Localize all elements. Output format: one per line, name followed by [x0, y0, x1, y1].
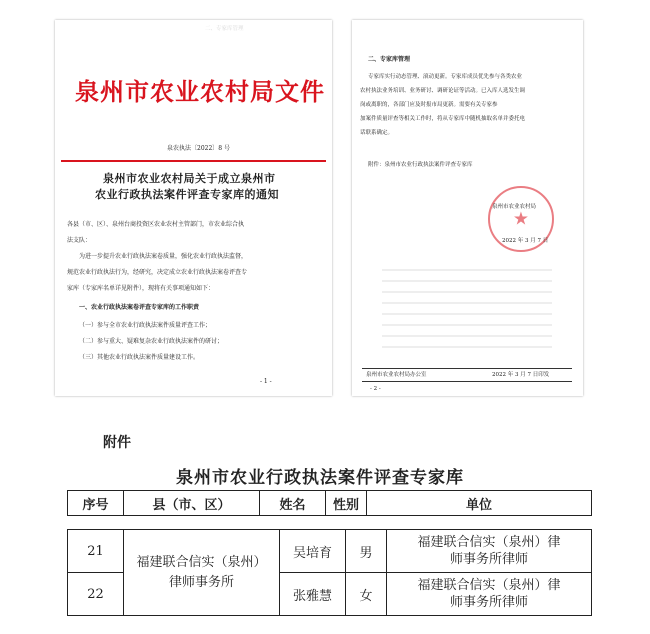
- addressee-line-2: 法支队：: [67, 237, 92, 244]
- management-para-line-2: 农村执法业务培训、业务研讨、调研论证等活动。已入库人选发生调: [360, 88, 526, 94]
- duty-item-3: （三）其他农业行政执法案件质量建设工作。: [79, 354, 200, 361]
- signing-date: 2022 年 3 月 7 日: [502, 238, 549, 244]
- row-unit: 福建联合信实（泉州）律师事务所律师: [387, 573, 592, 616]
- col-header-unit: 单位: [367, 491, 592, 516]
- management-para-line-1: 专家库实行动态管理、滚动更新。专家库成员优先参与各类农业: [368, 74, 523, 80]
- official-seal: ★: [488, 186, 554, 252]
- management-para-line-5: 话联系确定。: [360, 130, 394, 136]
- footer-rule-bottom: [362, 381, 572, 382]
- body-line-2: 规范农业行政执法行为，经研究，决定成立农业行政执法案卷评查专: [67, 269, 248, 276]
- annex-table-body: [67, 529, 592, 616]
- document-page-2: [352, 20, 583, 396]
- table-row: [68, 530, 592, 573]
- annex-title: 泉州市农业行政执法案件评查专家库: [176, 468, 464, 488]
- document-number: 泉农执法〔2022〕8 号: [167, 145, 230, 152]
- row-name: 张雅慧: [280, 573, 346, 616]
- seal-org-name: 泉州市农业农村局: [492, 204, 537, 210]
- row-no: 22: [68, 573, 124, 616]
- row-gender: 女: [346, 573, 387, 616]
- body-line-3: 家库（专家库名单详见附件），现将有关事项通知如下：: [67, 285, 215, 292]
- red-divider-line: [61, 160, 326, 162]
- management-para-line-4: 加案件质量评查等相关工作时，将从专家库中随机抽取名单并委托电: [360, 116, 526, 122]
- duty-item-2: （二）参与重大、疑难复杂农业行政执法案件的研讨；: [79, 338, 224, 345]
- management-para-line-3: 岗或离职的，各部门应及时报市局更新。需要有关专家参: [360, 102, 498, 108]
- footer-issuing-office: 泉州市农业农村局办公室: [366, 372, 427, 378]
- footer-print-date: 2022 年 3 月 7 日印发: [492, 372, 550, 378]
- bleed-through-text: 二、专家库管理: [205, 26, 244, 32]
- row-gender: 男: [346, 530, 387, 573]
- footer-rule-top: [362, 368, 572, 369]
- bleed-through-text-block: [382, 260, 552, 350]
- col-header-no: 序号: [68, 491, 124, 516]
- red-header-title: 泉州市农业农村局文件: [75, 77, 325, 106]
- row-no: 21: [68, 530, 124, 573]
- county-cell-merged: 福建联合信实（泉州）律师事务所: [124, 530, 280, 616]
- row-unit: 福建联合信实（泉州）律师事务所律师: [387, 530, 592, 573]
- notice-title-line-1: 泉州市农业农村局关于成立泉州市: [103, 172, 276, 185]
- addressee-line-1: 各县（市、区）、泉州台商投资区农业农村主管部门，市农业综合执: [67, 221, 245, 228]
- page-number: - 2 -: [370, 386, 381, 392]
- col-header-gender: 性别: [326, 491, 367, 516]
- attachment-line: 附件：泉州市农业行政执法案件评查专家库: [368, 162, 473, 168]
- annex-table-header: [67, 490, 592, 516]
- page-number: - 1 -: [260, 378, 272, 385]
- duty-item-1: （一）参与全市农业行政执法案件质量评查工作；: [79, 322, 212, 329]
- section-heading-1: 一、农业行政执法案卷评查专家库的工作职责: [79, 304, 200, 311]
- document-page-1: [55, 20, 332, 396]
- annex-label: 附件: [103, 435, 131, 451]
- col-header-name: 姓名: [260, 491, 326, 516]
- col-header-county: 县（市、区）: [124, 491, 260, 516]
- row-name: 吴培育: [280, 530, 346, 573]
- section-heading-2: 二、专家库管理: [368, 56, 411, 63]
- body-line-1: 为进一步提升农业行政执法案卷质量，强化农业行政执法监督，: [79, 253, 248, 260]
- notice-title-line-2: 农业行政执法案件评查专家库的通知: [95, 188, 279, 201]
